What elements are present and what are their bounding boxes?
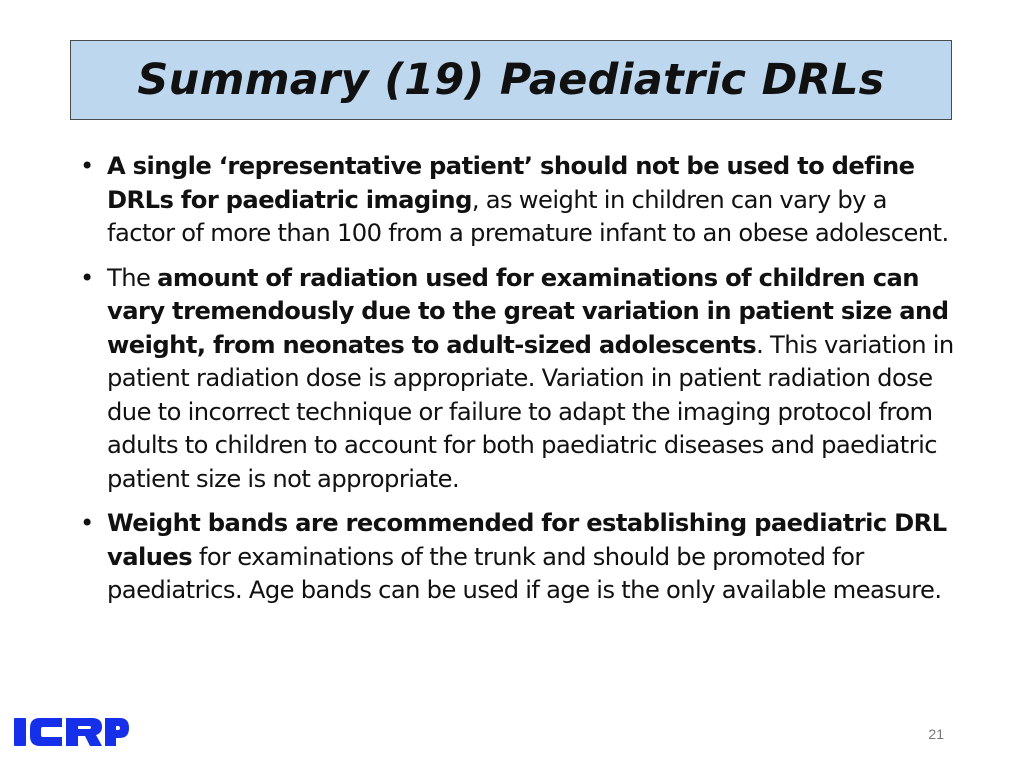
bullet-1-bold-text: A single ‘representative patient’ should not be used to define DRLs for paediatric imaging — [107, 152, 915, 214]
bullet-2-text-lead: The — [107, 263, 158, 292]
bullet-list — [78, 150, 958, 619]
page-number: 21 — [928, 726, 944, 742]
bullet-marker: • — [80, 509, 94, 537]
bullet-item-1 — [78, 150, 958, 251]
bullet-item-2 — [78, 262, 958, 497]
bullet-marker: • — [80, 152, 94, 180]
slide-title: Summary (19) Paediatric DRLs — [137, 55, 885, 105]
icrp-logo — [12, 714, 130, 750]
bullet-marker: • — [80, 263, 94, 292]
bullet-2-bold-text: amount of radiation used for examinations of children can vary tremendously due to the great variation in patient size and weight, from neonates to adult-sized adolescents — [107, 263, 949, 359]
title-box — [70, 40, 952, 120]
bullet-3-bold-text: Weight bands are recommended for establishing paediatric DRL values — [107, 509, 947, 571]
bullet-3-text: for examinations of the trunk and should be promoted for paediatrics. Age bands can be used if age is the only available measure. — [107, 542, 942, 604]
bullet-1-text: , as weight in children can vary by a factor of more than 100 from a premature infant to an obese adolescent. — [107, 185, 949, 247]
bullet-item-3 — [78, 507, 958, 608]
bullet-2-text: . This variation in patient radiation dose is appropriate. Variation in patient radiation dose due to incorrect technique or failure to adapt the imaging protocol from adults to children to account for both paediatric diseases and paediatric patient size is not appropriate. — [107, 330, 954, 493]
